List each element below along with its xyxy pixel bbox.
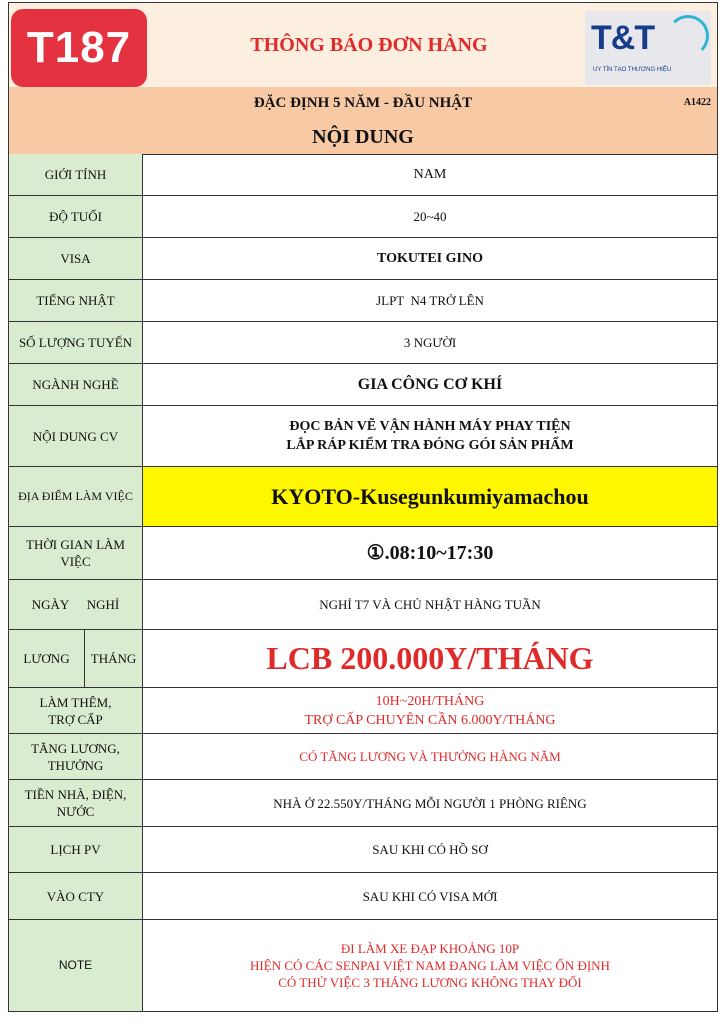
row-label: ĐỘ TUỔI <box>9 196 143 237</box>
row-label-line-2: THƯỞNG <box>47 757 104 773</box>
row-value: SAU KHI CÓ VISA MỚI <box>362 888 498 904</box>
row-label: NOTE <box>9 920 143 1011</box>
row-label-line-1: TIỀN NHÀ, ĐIỆN, <box>24 787 127 802</box>
row-start-date <box>9 873 717 920</box>
job-order-sheet <box>8 2 718 1012</box>
section-title: NỘI DUNG <box>9 120 717 155</box>
row-value: NHÀ Ở 22.550Y/THÁNG MỖI NGƯỜI 1 PHÒNG RIÊNG <box>273 795 587 811</box>
row-label: SỐ LƯỢNG TUYỂN <box>9 322 143 363</box>
row-label: TIẾNG NHẬT <box>9 280 143 321</box>
row-quantity <box>9 322 717 364</box>
row-value: CÓ TĂNG LƯƠNG VÀ THƯỞNG HÀNG NĂM <box>299 749 561 764</box>
row-raise-bonus <box>9 734 717 780</box>
row-label: VÀO CTY <box>9 873 143 919</box>
row-value: GIA CÔNG CƠ KHÍ <box>357 376 503 393</box>
note-line-2: HIỆN CÓ CÁC SENPAI VIỆT NAM ĐANG LÀM VIỆC ỔN ĐỊNH <box>250 958 610 973</box>
row-label: ĐỊA ĐIỂM LÀM VIỆC <box>9 467 143 526</box>
row-note <box>9 920 717 1011</box>
row-label-a: NGÀY <box>31 597 70 612</box>
overtime-line-1: 10H~20H/THÁNG <box>375 693 485 709</box>
row-label-line-2: VIỆC <box>60 554 91 569</box>
row-value: LCB 200.000Y/THÁNG <box>266 640 594 676</box>
row-value: 20~40 <box>413 209 447 224</box>
subheader <box>9 87 717 121</box>
row-label: LỊCH PV <box>9 827 143 872</box>
logo-swoosh-icon <box>667 15 709 57</box>
row-label: GIỚI TÍNH <box>9 154 143 195</box>
row-label-b: NGHỈ <box>86 597 120 612</box>
row-industry <box>9 364 717 406</box>
row-working-hours <box>9 527 717 580</box>
row-value: JLPT N4 TRỞ LÊN <box>376 293 484 308</box>
row-days-off <box>9 580 717 630</box>
job-line-2: LẮP RÁP KIỂM TRA ĐÓNG GÓI SẢN PHẨM <box>286 438 574 453</box>
row-label: VISA <box>9 238 143 279</box>
row-value: SAU KHI CÓ HỒ SƠ <box>372 842 488 857</box>
row-gender <box>9 154 717 196</box>
row-label-a: LƯƠNG <box>9 630 85 687</box>
row-job-content <box>9 406 717 467</box>
note-line-3: CÓ THỬ VIỆC 3 THÁNG LƯƠNG KHÔNG THAY ĐỔI <box>278 975 582 990</box>
row-label: NGÀNH NGHỀ <box>9 364 143 405</box>
row-overtime <box>9 688 717 734</box>
row-label: NỘI DUNG CV <box>9 406 143 466</box>
row-label-line-2: TRỢ CẤP <box>48 711 103 727</box>
row-value: NGHỈ T7 VÀ CHỦ NHẬT HÀNG TUẦN <box>319 597 541 612</box>
logo-text: T&T <box>591 19 655 57</box>
row-label-line-1: LÀM THÊM, <box>39 694 112 710</box>
order-badge: T187 <box>11 9 147 87</box>
header <box>9 3 717 88</box>
row-interview <box>9 827 717 873</box>
logo-subtitle: UY TÍN TẠO THƯƠNG HIỆU <box>593 67 672 73</box>
row-value: ①.08:10~17:30 <box>366 541 494 564</box>
row-value: 3 NGƯỜI <box>403 335 457 350</box>
row-salary <box>9 630 717 688</box>
row-label-line-2: NƯỚC <box>56 804 95 819</box>
row-value: NAM <box>413 167 447 182</box>
row-age <box>9 196 717 238</box>
row-visa <box>9 238 717 280</box>
company-logo <box>585 11 711 85</box>
note-line-1: ĐI LÀM XE ĐẠP KHOẢNG 10P <box>340 941 520 956</box>
row-label-b: THÁNG <box>85 630 143 687</box>
program-title: ĐẶC ĐỊNH 5 NĂM - ĐẦU NHẬT <box>253 95 473 111</box>
row-label-line-1: THỜI GIAN LÀM <box>26 537 125 552</box>
row-value: KYOTO-Kusegunkumiyamachou <box>143 467 717 526</box>
row-value: TOKUTEI GINO <box>377 251 483 266</box>
order-code: A1422 <box>683 97 711 108</box>
row-location <box>9 467 717 527</box>
row-japanese <box>9 280 717 322</box>
row-housing <box>9 780 717 827</box>
overtime-line-2: TRỢ CẤP CHUYÊN CẦN 6.000Y/THÁNG <box>304 712 556 728</box>
job-line-1: ĐỌC BẢN VẼ VẬN HÀNH MÁY PHAY TIỆN <box>289 419 571 434</box>
page-title: THÔNG BÁO ĐƠN HÀNG <box>250 33 488 56</box>
row-label-line-1: TĂNG LƯƠNG, <box>31 740 120 756</box>
